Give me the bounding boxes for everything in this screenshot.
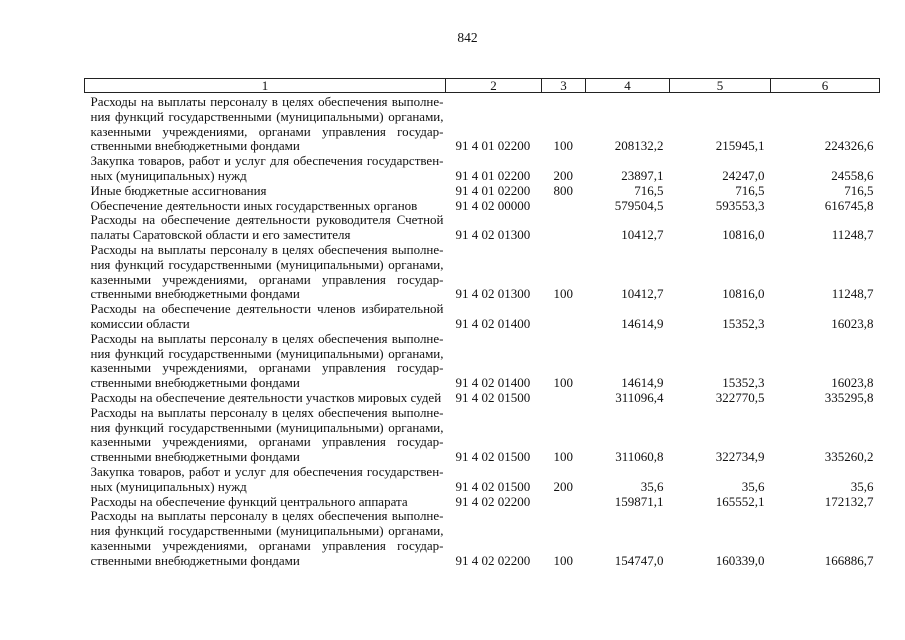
row-code: 91 4 01 02200 xyxy=(455,138,531,154)
table-row xyxy=(85,465,880,495)
row-value-col5: 160339,0 xyxy=(715,552,765,568)
row-expense-type: 100 xyxy=(553,286,573,302)
row-expense-type: 100 xyxy=(553,552,573,568)
budget-table xyxy=(84,78,880,569)
header-row xyxy=(85,79,880,93)
description-line: Расходы на обеспечение деятельности участков мировых судей xyxy=(90,389,442,405)
row-expense-type xyxy=(542,391,586,406)
description-line: ния функций государственными (муниципальными) органами, xyxy=(90,256,444,272)
table-row xyxy=(85,154,880,184)
row-expense-type xyxy=(542,302,586,332)
row-value-col5: 322734,9 xyxy=(715,449,765,465)
description-line: казенными учреждениями, органами управления государ- xyxy=(90,360,444,376)
row-expense-type: 200 xyxy=(553,167,573,183)
table-row xyxy=(85,184,880,199)
description-line: Расходы на обеспечение деятельности руководителя Счетной xyxy=(90,212,444,228)
row-code: 91 4 02 01500 xyxy=(455,389,531,405)
table-row xyxy=(85,243,880,302)
description-line: Расходы на обеспечение функций центрального аппарата xyxy=(90,493,408,509)
row-value-col6: 24558,6 xyxy=(831,167,874,183)
row-expense-type xyxy=(542,495,586,510)
row-description xyxy=(85,93,446,155)
row-code: 91 4 02 02200 xyxy=(455,552,531,568)
page-number: 842 xyxy=(457,30,478,45)
row-description xyxy=(85,213,446,243)
row-code: 91 4 01 02200 xyxy=(455,167,531,183)
row-description xyxy=(85,465,446,495)
description-line: ных (муниципальных) нужд xyxy=(90,167,247,183)
row-description xyxy=(85,154,446,184)
row-value-col4: 14614,9 xyxy=(621,315,664,331)
description-line: казенными учреждениями, органами управления государ- xyxy=(90,537,444,553)
description-line: ния функций государственными (муниципальными) органами, xyxy=(90,345,444,361)
row-value-col6: 11248,7 xyxy=(831,227,874,243)
row-code: 91 4 01 02200 xyxy=(455,182,531,198)
row-value-col6: 172132,7 xyxy=(824,493,874,509)
description-line: ственными внебюджетными фондами xyxy=(90,552,300,568)
row-value-col4: 154747,0 xyxy=(614,552,664,568)
row-description xyxy=(85,184,446,199)
row-expense-type: 800 xyxy=(553,182,573,198)
description-line: казенными учреждениями, органами управления государ- xyxy=(90,123,444,139)
description-line: Расходы на выплаты персоналу в целях обеспечения выполне- xyxy=(90,94,444,109)
description-line: ных (муниципальных) нужд xyxy=(90,478,247,494)
col-header-6: 6 xyxy=(771,79,880,93)
table-row xyxy=(85,406,880,465)
table-row xyxy=(85,391,880,406)
row-value-col5: 35,6 xyxy=(741,478,765,494)
row-value-col4: 311060,8 xyxy=(615,449,664,465)
row-description xyxy=(85,391,446,406)
description-line: Закупка товаров, работ и услуг для обеспечения государствен- xyxy=(90,463,444,479)
row-code: 91 4 02 00000 xyxy=(455,197,531,213)
description-line: ния функций государственными (муниципальными) органами, xyxy=(90,523,444,539)
row-expense-type: 100 xyxy=(553,375,573,391)
description-line: комиссии области xyxy=(90,315,190,331)
row-value-col6: 16023,8 xyxy=(831,315,874,331)
row-value-col4: 159871,1 xyxy=(614,493,664,509)
row-value-col4: 208132,2 xyxy=(614,138,664,154)
description-line: ственными внебюджетными фондами xyxy=(90,449,300,465)
row-value-col6: 224326,6 xyxy=(824,138,874,154)
row-expense-type: 100 xyxy=(553,449,573,465)
row-value-col4: 10412,7 xyxy=(621,227,664,243)
table-row xyxy=(85,199,880,214)
description-line: Расходы на выплаты персоналу в целях обеспечения выполне- xyxy=(90,404,444,420)
row-value-col4: 23897,1 xyxy=(621,167,664,183)
row-value-col5: 15352,3 xyxy=(722,375,765,391)
row-value-col6: 16023,8 xyxy=(831,375,874,391)
table-row xyxy=(85,332,880,391)
row-description xyxy=(85,509,446,568)
row-description xyxy=(85,332,446,391)
row-value-col4: 14614,9 xyxy=(621,375,664,391)
description-line: Расходы на выплаты персоналу в целях обеспечения выполне- xyxy=(90,508,444,524)
row-value-col5: 215945,1 xyxy=(715,138,765,154)
description-line: Обеспечение деятельности иных государственных органов xyxy=(90,197,418,213)
description-line: Закупка товаров, работ и услуг для обеспечения государствен- xyxy=(90,153,444,169)
description-line: Иные бюджетные ассигнования xyxy=(90,182,267,198)
description-line: казенными учреждениями, органами управления государ- xyxy=(90,271,444,287)
description-line: Расходы на выплаты персоналу в целях обеспечения выполне- xyxy=(90,241,444,257)
col-header-2: 2 xyxy=(446,79,542,93)
row-expense-type xyxy=(542,213,586,243)
row-value-col4: 10412,7 xyxy=(621,286,664,302)
row-code: 91 4 02 01500 xyxy=(455,449,531,465)
description-line: ственными внебюджетными фондами xyxy=(90,375,300,391)
row-expense-type xyxy=(542,199,586,214)
description-line: ственными внебюджетными фондами xyxy=(90,138,300,154)
row-code: 91 4 02 01300 xyxy=(455,286,531,302)
table-row xyxy=(85,509,880,568)
row-value-col5: 593553,3 xyxy=(715,197,765,213)
description-line: ния функций государственными (муниципальными) органами, xyxy=(90,108,444,124)
row-description xyxy=(85,495,446,510)
row-value-col5: 15352,3 xyxy=(722,315,765,331)
col-header-1: 1 xyxy=(85,79,446,93)
row-value-col5: 10816,0 xyxy=(722,286,765,302)
col-header-4: 4 xyxy=(586,79,670,93)
row-expense-type: 200 xyxy=(553,478,573,494)
table-row xyxy=(85,495,880,510)
row-expense-type: 100 xyxy=(553,138,573,154)
row-code: 91 4 02 01400 xyxy=(455,315,531,331)
row-code: 91 4 02 01400 xyxy=(455,375,531,391)
row-description xyxy=(85,302,446,332)
row-description xyxy=(85,243,446,302)
row-value-col4: 579504,5 xyxy=(614,197,664,213)
row-value-col6: 335295,8 xyxy=(824,389,874,405)
row-value-col4: 311096,4 xyxy=(615,389,664,405)
row-code: 91 4 02 02200 xyxy=(455,493,531,509)
table-row xyxy=(85,93,880,155)
row-value-col4: 35,6 xyxy=(640,478,664,494)
row-value-col6: 11248,7 xyxy=(831,286,874,302)
col-header-5: 5 xyxy=(670,79,771,93)
description-line: казенными учреждениями, органами управления государ- xyxy=(90,434,444,450)
row-value-col6: 335260,2 xyxy=(824,449,874,465)
row-value-col5: 322770,5 xyxy=(715,389,765,405)
row-value-col5: 24247,0 xyxy=(722,167,765,183)
description-line: ния функций государственными (муниципальными) органами, xyxy=(90,419,444,435)
row-description xyxy=(85,406,446,465)
row-value-col5: 165552,1 xyxy=(715,493,765,509)
col-header-3: 3 xyxy=(542,79,586,93)
table-row xyxy=(85,213,880,243)
row-value-col5: 10816,0 xyxy=(722,227,765,243)
row-code: 91 4 02 01300 xyxy=(455,227,531,243)
row-code: 91 4 02 01500 xyxy=(455,478,531,494)
table-row xyxy=(85,302,880,332)
row-value-col6: 616745,8 xyxy=(824,197,874,213)
description-line: ственными внебюджетными фондами xyxy=(90,286,300,302)
description-line: палаты Саратовской области и его заместителя xyxy=(90,227,351,243)
row-description xyxy=(85,199,446,214)
row-value-col6: 716,5 xyxy=(844,182,874,198)
row-value-col6: 166886,7 xyxy=(824,552,874,568)
row-value-col5: 716,5 xyxy=(735,182,765,198)
description-line: Расходы на обеспечение деятельности членов избирательной xyxy=(90,301,444,317)
description-line: Расходы на выплаты персоналу в целях обеспечения выполне- xyxy=(90,330,444,346)
row-value-col6: 35,6 xyxy=(850,478,874,494)
row-value-col4: 716,5 xyxy=(634,182,664,198)
